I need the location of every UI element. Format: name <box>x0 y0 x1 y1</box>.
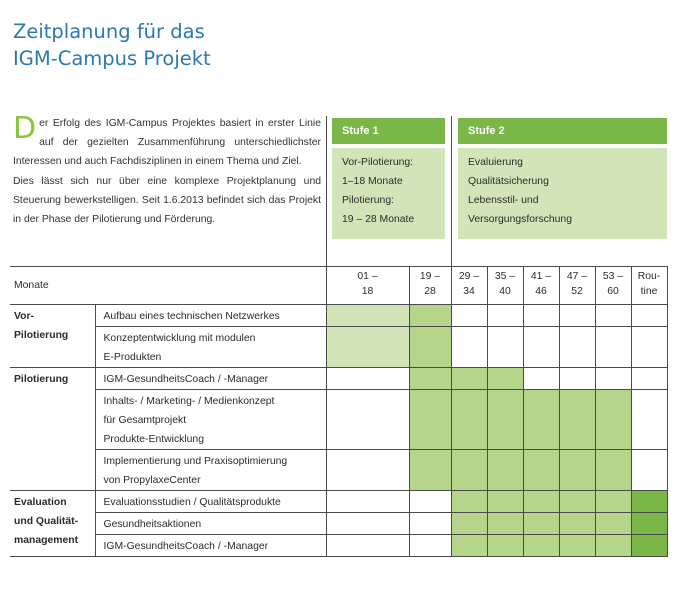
stufe-1-panel <box>332 148 445 239</box>
cell-text-line: Gesundheitsaktionen <box>103 519 202 530</box>
timeline-cell <box>595 513 631 535</box>
timeline-cell <box>559 513 595 535</box>
timeline-cell <box>631 305 667 327</box>
cell-text-line: tine <box>640 286 658 297</box>
intro-paragraph <box>13 111 321 229</box>
activity-cell <box>95 491 326 513</box>
timeline-cell <box>326 305 409 327</box>
timeline-cell <box>487 535 523 557</box>
cell-text-line: Aufbau eines technischen Netzwerkes <box>103 311 280 322</box>
timeline-cell <box>631 368 667 390</box>
timeline-cell <box>409 305 451 327</box>
intro-text <box>13 111 321 229</box>
stufe-1-header: Stufe 1 <box>332 118 445 144</box>
page-title-line-1: Zeitplanung für das <box>13 20 205 43</box>
cell-text-line: Rou- <box>637 271 661 282</box>
cell-text-line: Vor- <box>14 311 35 322</box>
timeline-cell <box>487 327 523 368</box>
table-row <box>10 513 667 535</box>
divider-middle <box>451 116 452 266</box>
cell-text-line: Inhalts- / Marketing- / Medienkonzept <box>103 396 275 407</box>
cell-text-line: 35 – <box>494 271 516 282</box>
intro-text-2: Dies lässt sich nur über eine komplexe Projektplanung und Steuerung bewerkstelligen. Seit 1.6.2013 befindet sich das Projekt in der Phase der Pilotierung und Förderung. <box>13 175 321 226</box>
month-header <box>326 267 409 305</box>
timeline-cell <box>326 535 409 557</box>
timeline-cell <box>631 513 667 535</box>
timeline-cell <box>595 535 631 557</box>
activity-cell <box>95 535 326 557</box>
timeline-cell <box>409 368 451 390</box>
timeline-cell <box>326 491 409 513</box>
timeline-cell <box>595 368 631 390</box>
stufe-2-line: Evaluierung <box>468 157 523 168</box>
timeline-cell <box>409 491 451 513</box>
month-header <box>487 267 523 305</box>
timeline-cell <box>451 327 487 368</box>
cell-text-line: 52 <box>571 286 583 297</box>
divider-left <box>326 116 327 266</box>
stufe-2-line: Lebensstil- und <box>468 195 539 206</box>
table-row <box>10 390 667 450</box>
table-row <box>10 305 667 327</box>
cell-text-line: 40 <box>499 286 511 297</box>
intro-dropcap: D <box>13 111 37 146</box>
timeline-cell <box>451 450 487 491</box>
activity-cell <box>95 390 326 450</box>
table-header-row <box>10 267 667 305</box>
cell-text-line: 53 – <box>602 271 624 282</box>
timeline-cell <box>487 390 523 450</box>
intro-text-1: er Erfolg des IGM-Campus Projektes basiert in erster Linie auf der gezielten Zusammenführung unterschiedlichster Interessen und auch Fachdisziplinen in einem Thema und Ziel. <box>13 118 321 168</box>
activity-cell <box>95 368 326 390</box>
stufe-1-line: Pilotierung: <box>342 195 394 206</box>
category-pilotierung <box>10 368 95 491</box>
stufe-2-header: Stufe 2 <box>458 118 667 144</box>
cell-text-line: 01 – <box>357 271 378 282</box>
cell-text-line: Konzeptentwicklung mit modulen <box>103 333 256 344</box>
cell-text-line: von PropylaxeCenter <box>103 475 201 486</box>
cell-text-line: 18 <box>361 286 374 297</box>
cell-text-line: 60 <box>607 286 619 297</box>
table-row <box>10 327 667 368</box>
cell-text-line: 46 <box>535 286 547 297</box>
timeline-cell <box>523 327 559 368</box>
timeline-cell <box>326 450 409 491</box>
stufe-2-line: Qualitätsicherung <box>468 176 549 187</box>
stufe-1-line: 1–18 Monate <box>342 176 403 187</box>
timeline-cell <box>559 390 595 450</box>
timeline-cell <box>487 368 523 390</box>
month-header <box>559 267 595 305</box>
activity-cell <box>95 513 326 535</box>
timeline-cell <box>409 327 451 368</box>
table-row <box>10 368 667 390</box>
timeline-cell <box>631 327 667 368</box>
table-row <box>10 491 667 513</box>
category-vor-pilotierung <box>10 305 95 368</box>
table-row <box>10 450 667 491</box>
cell-text-line: Produkte-Entwicklung <box>103 434 204 445</box>
cell-text-line: Evaluationsstudien / Qualitätsprodukte <box>103 497 281 508</box>
page-title <box>13 18 211 72</box>
schedule-table <box>10 266 668 557</box>
timeline-cell <box>595 327 631 368</box>
cell-text-line: Implementierung und Praxisoptimierung <box>103 456 288 467</box>
timeline-cell <box>523 513 559 535</box>
cell-text-line: 47 – <box>566 271 588 282</box>
activity-cell <box>95 327 326 368</box>
timeline-cell <box>326 327 409 368</box>
timeline-cell <box>451 535 487 557</box>
timeline-cell <box>559 368 595 390</box>
cell-text-line: Pilotierung <box>14 330 69 341</box>
timeline-cell <box>451 513 487 535</box>
activity-cell <box>95 450 326 491</box>
month-header <box>595 267 631 305</box>
month-header <box>409 267 451 305</box>
cell-text-line: 19 – <box>419 271 441 282</box>
cell-text-line: IGM-GesundheitsCoach / -Manager <box>103 374 269 385</box>
timeline-cell <box>631 390 667 450</box>
timeline-cell <box>559 491 595 513</box>
timeline-cell <box>409 450 451 491</box>
timeline-cell <box>326 368 409 390</box>
timeline-cell <box>559 535 595 557</box>
timeline-cell <box>595 450 631 491</box>
timeline-cell <box>451 368 487 390</box>
cell-text-line: und Qualität- <box>14 516 79 527</box>
timeline-cell <box>487 305 523 327</box>
timeline-cell <box>595 491 631 513</box>
cell-text-line: Pilotierung <box>14 374 69 385</box>
activity-cell <box>95 305 326 327</box>
cell-text-line: 34 <box>463 286 475 297</box>
stufe-1-line: 19 – 28 Monate <box>342 214 415 225</box>
timeline-cell <box>631 450 667 491</box>
timeline-cell <box>451 491 487 513</box>
timeline-cell <box>595 305 631 327</box>
timeline-cell <box>487 491 523 513</box>
cell-text-line: management <box>14 535 79 546</box>
month-header <box>451 267 487 305</box>
timeline-cell <box>523 535 559 557</box>
timeline-cell <box>523 368 559 390</box>
month-header <box>631 267 667 305</box>
timeline-cell <box>409 513 451 535</box>
timeline-cell <box>451 390 487 450</box>
timeline-cell <box>487 450 523 491</box>
timeline-cell <box>595 390 631 450</box>
cell-text-line: 28 <box>424 286 436 297</box>
timeline-cell <box>523 305 559 327</box>
timeline-cell <box>409 535 451 557</box>
cell-text-line: Evaluation <box>14 497 67 508</box>
stufe-1-line: Vor-Pilotierung: <box>342 157 414 168</box>
cell-text-line: für Gesamtprojekt <box>103 415 187 426</box>
timeline-cell <box>631 491 667 513</box>
category-evaluation <box>10 491 95 557</box>
month-header <box>523 267 559 305</box>
timeline-cell <box>451 305 487 327</box>
timeline-cell <box>559 305 595 327</box>
cell-text-line: IGM-GesundheitsCoach / -Manager <box>103 541 269 552</box>
timeline-cell <box>523 450 559 491</box>
timeline-cell <box>559 327 595 368</box>
cell-text-line: E-Produkten <box>103 352 162 363</box>
cell-text-line: 29 – <box>458 271 480 282</box>
timeline-cell <box>523 491 559 513</box>
timeline-cell <box>326 390 409 450</box>
table-row <box>10 535 667 557</box>
timeline-cell <box>559 450 595 491</box>
timeline-cell <box>631 535 667 557</box>
page-title-line-2: IGM-Campus Projekt <box>13 47 211 70</box>
stufe-2-panel <box>458 148 667 239</box>
timeline-cell <box>409 390 451 450</box>
timeline-cell <box>487 513 523 535</box>
monate-label: Monate <box>10 267 326 305</box>
timeline-cell <box>523 390 559 450</box>
timeline-cell <box>326 513 409 535</box>
cell-text-line: 41 – <box>530 271 552 282</box>
stufe-2-line: Versorgungsforschung <box>468 214 572 225</box>
